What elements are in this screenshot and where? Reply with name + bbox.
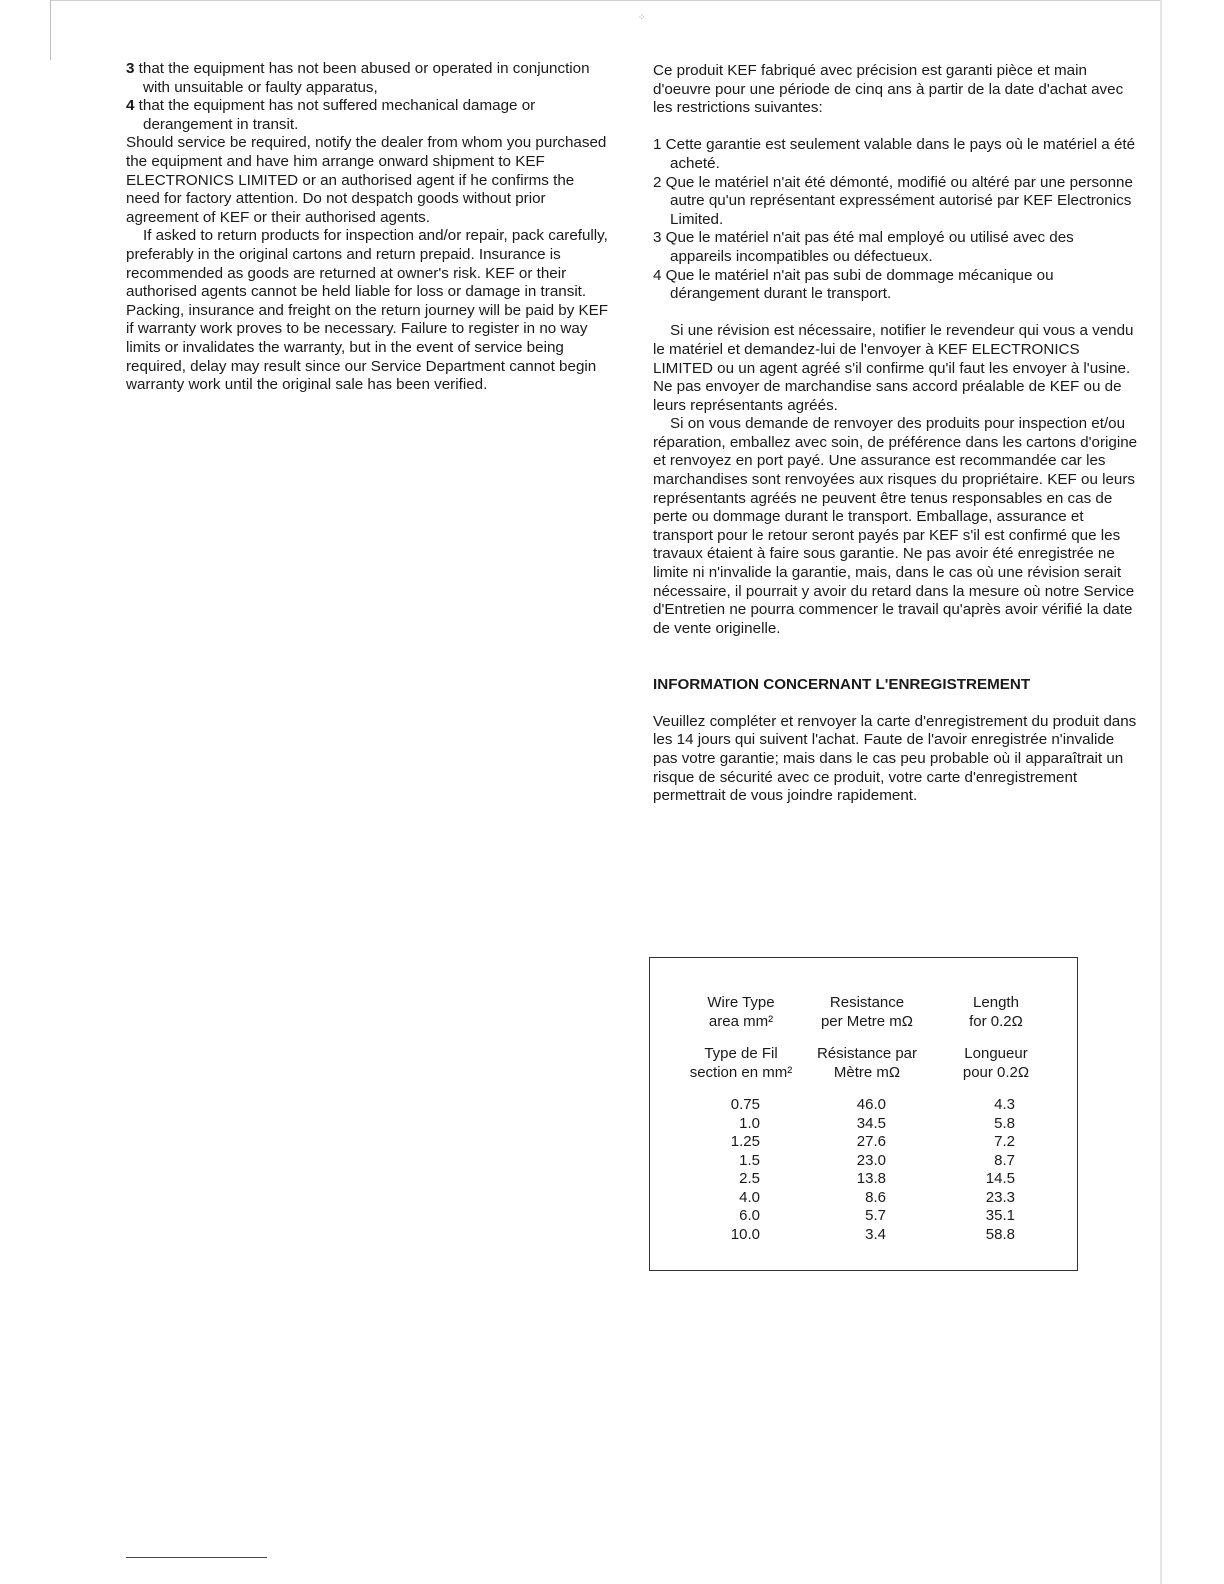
- table-cell: 7.2: [994, 1133, 1015, 1150]
- wire-table: [680, 994, 1060, 1244]
- table-cell: 27.6: [856, 1133, 886, 1150]
- table-cell: 2.5: [739, 1170, 760, 1187]
- header-cell: Mètre mΩ: [833, 1063, 901, 1081]
- french-return-paragraph: Si on vous demande de renvoyer des produits pour inspection et/ou réparation, emballez avec soin, de préférence dans les cartons d'origine et renvoyez en port payé. Une assurance est recommandée car les marchandises sont renvoyées aux risques du propriétaire. KEF ou leurs représentants agréés ne peuvent être tenus responsables en cas de perte ou dommage durant le transport. Emballage, assurance et transport pour le retour seront payés par KEF s'il est confirmé que les travaux étaient à faire sous garantie. Ne pas avoir été enregistrée ne limite ni n'invalide la garantie, mais, dans le cas où une révision serait nécessaire, il pourrait y avoir du retard dans la mesure où notre Service d'Entretien ne pourra commencer le travail qu'après avoir vérifié la date de vente originelle.: [653, 415, 1138, 637]
- french-revision-paragraph: Si une révision est nécessaire, notifier le revendeur qui vous a vendu le matériel et demandez-lui de l'envoyer à KEF ELECTRONICS LIMITED ou un agent agréé s'il confirme qu'il faut les envoyer à l'usine. Ne pas envoyer de marchandise sans accord préalable de KEF ou de leurs représentants agréés.: [653, 322, 1134, 414]
- table-cell: 4.3: [994, 1096, 1015, 1113]
- french-item: 3 Que le matériel n'ait pas été mal employé ou utilisé avec des appareils incompatibles ou défectueux.: [653, 229, 1074, 265]
- header-cell: Resistance: [829, 994, 905, 1011]
- scan-edge-right: [1160, 0, 1162, 1584]
- registration-heading: INFORMATION CONCERNANT L'ENREGISTREMENT: [653, 675, 1031, 693]
- table-cell: 1.5: [739, 1151, 760, 1169]
- header-cell: Type de Fil: [704, 1045, 778, 1062]
- table-row: [680, 1189, 1060, 1208]
- table-row: [680, 1115, 1060, 1134]
- table-cell: 34.5: [856, 1114, 886, 1132]
- wire-table-box: [649, 957, 1078, 1271]
- table-cell: 23.3: [985, 1188, 1015, 1206]
- table-cell: 35.1: [985, 1207, 1015, 1224]
- item-number: 4: [126, 97, 135, 115]
- table-row: [680, 1226, 1060, 1245]
- header-cell: area mm²: [708, 1012, 774, 1030]
- item-number: 3: [126, 60, 135, 77]
- table-cell: 46.0: [856, 1096, 886, 1113]
- header-cell: Wire Type: [707, 994, 775, 1011]
- header-cell: Résistance par: [816, 1045, 918, 1062]
- item-text: that the equipment has not been abused or operated in conjunction with unsuitable or faulty apparatus,: [134, 60, 590, 96]
- table-cell: 3.4: [865, 1225, 886, 1243]
- table-header-row-fr: [680, 1045, 1060, 1082]
- table-cell: 0.75: [730, 1096, 760, 1113]
- header-cell: per Metre mΩ: [820, 1012, 914, 1030]
- table-cell: 14.5: [985, 1170, 1015, 1187]
- table-cell: 5.8: [994, 1114, 1015, 1132]
- table-cell: 6.0: [739, 1207, 760, 1224]
- scan-edge-top: [50, 0, 1160, 1]
- table-cell: 13.8: [856, 1170, 886, 1187]
- french-column: [653, 62, 1139, 806]
- header-cell: section en mm²: [689, 1063, 793, 1081]
- footnote-rule: [126, 1557, 267, 1558]
- condition-item-4: [126, 97, 612, 134]
- item-text: that the equipment has not suffered mechanical damage or derangement in transit.: [134, 97, 536, 133]
- table-row: [680, 1207, 1060, 1226]
- header-cell: Longueur: [964, 1045, 1028, 1062]
- header-cell: pour 0.2Ω: [962, 1063, 1030, 1081]
- table-header-row-en: [680, 994, 1060, 1031]
- service-paragraph: Should service be required, notify the dealer from whom you purchased the equipment and have him arrange onward shipment to KEF ELECTRONICS LIMITED or an authorised agent if he confirms the need for factory attention. Do not despatch goods without prior agreement of KEF or their authorised agents.: [126, 134, 607, 226]
- table-cell: 58.8: [985, 1225, 1015, 1243]
- return-paragraph: If asked to return products for inspection and/or repair, pack carefully, preferably in the original cartons and return prepaid. Insurance is recommended as goods are returned at owner's risk. KEF or their authorised agents cannot be held liable for loss or damage in transit. Packing, insurance and freight on the return journey will be paid by KEF if warranty work proves to be necessary. Failure to register in no way limits or invalidates the warranty, but in the event of service being required, delay may result since our Service Department cannot begin warranty work until the original sale has been verified.: [126, 227, 609, 394]
- french-item: 1 Cette garantie est seulement valable dans le pays où le matériel a été acheté.: [653, 136, 1136, 172]
- table-cell: 1.0: [739, 1114, 760, 1132]
- scan-edge-left: [50, 0, 51, 60]
- header-cell: Length: [973, 994, 1019, 1011]
- table-row: [680, 1133, 1060, 1152]
- french-intro: Ce produit KEF fabriqué avec précision est garanti pièce et main d'oeuvre pour une période de cinq ans à partir de la date d'achat avec les restrictions suivantes:: [653, 62, 1124, 117]
- table-cell: 8.6: [865, 1188, 886, 1206]
- table-cell: 4.0: [739, 1188, 760, 1206]
- table-cell: 1.25: [730, 1133, 760, 1150]
- table-cell: 23.0: [856, 1151, 886, 1169]
- french-item: 4 Que le matériel n'ait pas subi de dommage mécanique ou dérangement durant le transport.: [653, 266, 1054, 303]
- registration-paragraph: Veuillez compléter et renvoyer la carte d'enregistrement du produit dans les 14 jours qui suivent l'achat. Faute de l'avoir enregistrée n'invalide pas votre garantie; mais dans le cas peu probable où il apparaîtrait un risque de sécurité avec ce produit, votre carte d'enregistrement permettrait de vous joindre rapidement.: [653, 712, 1137, 805]
- table-cell: 10.0: [730, 1225, 760, 1243]
- table-cell: 5.7: [865, 1207, 886, 1224]
- french-item: 2 Que le matériel n'ait été démonté, modifié ou altéré par une personne autre qu'un représentant expressément autorisé par KEF Electronics Limited.: [653, 173, 1133, 228]
- table-row: [680, 1096, 1060, 1115]
- header-cell: for 0.2Ω: [969, 1012, 1023, 1030]
- table-row: [680, 1152, 1060, 1171]
- scan-speck: ⁘: [638, 12, 646, 22]
- table-cell: 8.7: [994, 1151, 1015, 1169]
- condition-item-3: [126, 60, 612, 97]
- table-row: [680, 1170, 1060, 1189]
- english-column: [126, 60, 612, 395]
